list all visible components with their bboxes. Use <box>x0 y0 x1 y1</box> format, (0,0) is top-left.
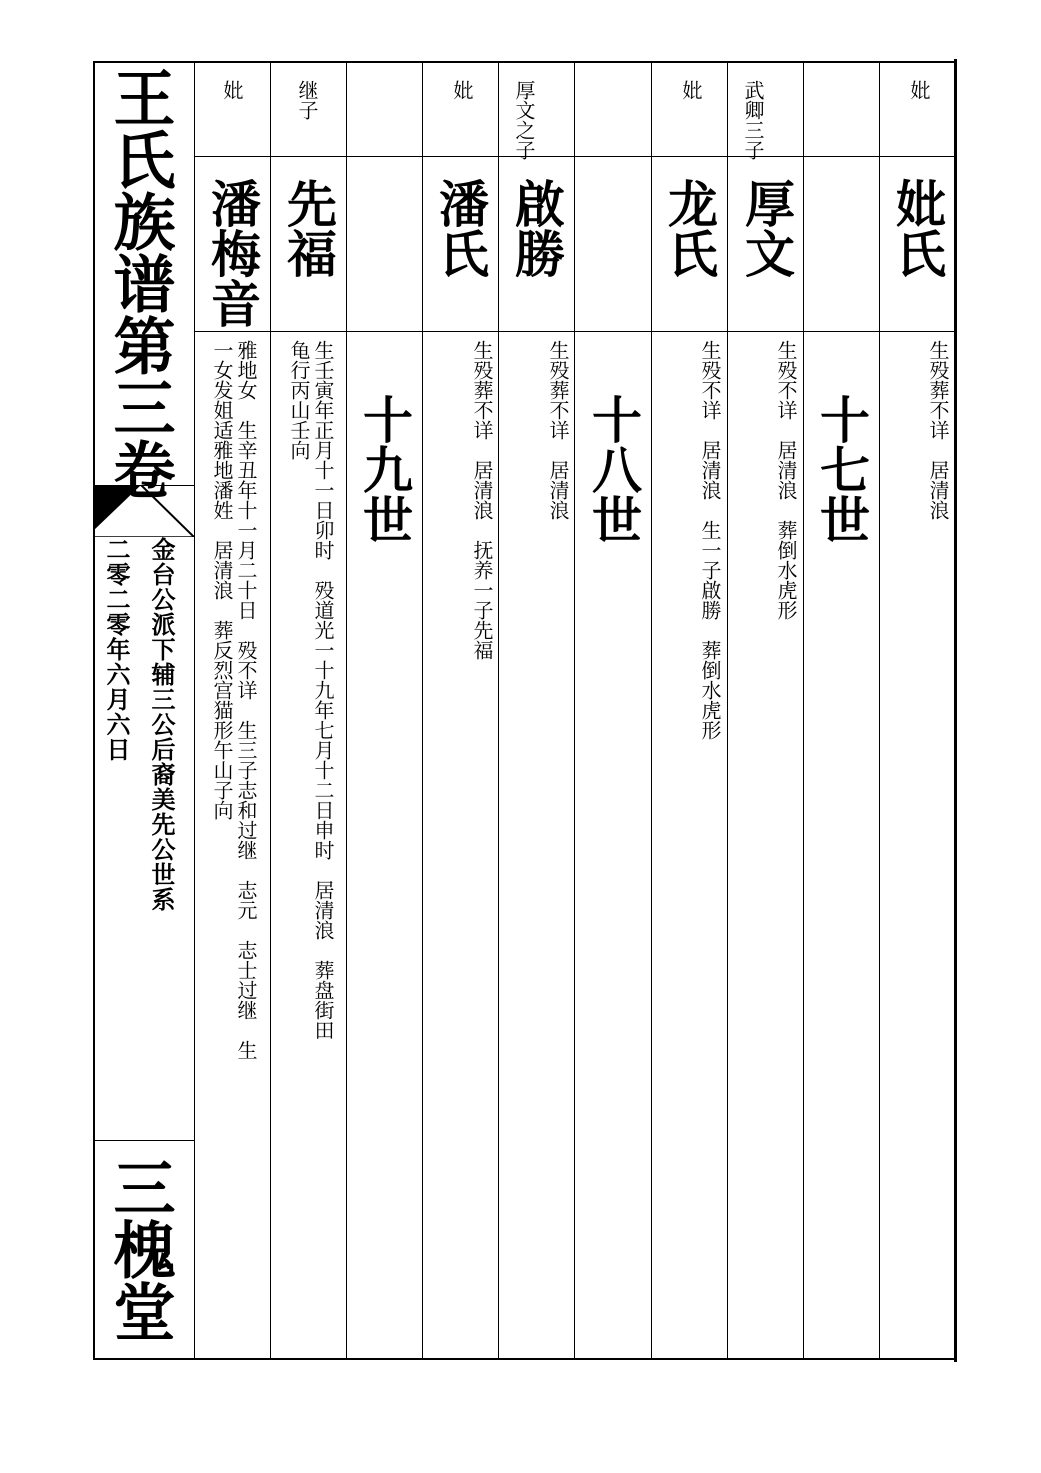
generation-label: 十九世 <box>355 394 414 544</box>
person-name: 啟勝 <box>507 178 566 278</box>
person-name: 先福 <box>279 178 338 278</box>
compile-date: 二零二零年六月六日 <box>102 537 131 762</box>
relation-label: 武卿三子 <box>741 80 765 160</box>
person-name: 潘氏 <box>431 178 490 278</box>
generation-label: 十七世 <box>812 394 871 544</box>
person-record: 生殁葬不详 居清浪 抚养一子先福 <box>470 340 494 660</box>
row-divider-relation <box>194 156 956 157</box>
person-record: 生殁不详 居清浪 生一子啟勝 葬倒水虎形 <box>698 340 722 740</box>
relation-label: 妣 <box>450 80 474 100</box>
generation-label: 十八世 <box>584 394 643 544</box>
column-divider <box>194 61 195 1360</box>
relation-label: 妣 <box>907 80 931 100</box>
column-divider <box>498 61 499 1360</box>
person-record: 生殁不详 居清浪 葬倒水虎形 <box>774 340 798 620</box>
person-record: 生殁葬不详 居清浪 <box>546 340 570 520</box>
relation-label: 厚文之子 <box>512 80 536 160</box>
sidebar-divider-bottom <box>93 1140 194 1141</box>
column-divider <box>346 61 347 1360</box>
hall-name: 三槐堂 <box>103 1156 176 1342</box>
column-divider <box>651 61 652 1360</box>
column-divider <box>574 61 575 1360</box>
person-record: 生壬寅年正月十一日卯时 殁道光一十九年七月十二日申时 居清浪 葬盘街田 龟行丙山壬向 <box>287 340 335 1040</box>
branch-line: 金台公派下辅三公后裔美先公世系 <box>147 537 176 912</box>
person-name: 妣氏 <box>888 178 947 278</box>
column-divider <box>879 61 880 1360</box>
relation-label: 妣 <box>220 80 244 100</box>
column-divider <box>270 61 271 1360</box>
person-name: 厚文 <box>737 178 796 278</box>
relation-label: 妣 <box>679 80 703 100</box>
column-divider <box>422 61 423 1360</box>
column-divider <box>803 61 804 1360</box>
person-record: 生殁葬不详 居清浪 <box>926 340 950 520</box>
person-record: 雅地女 生辛丑年十一月二十日 殁不详 生三子志和过继 志元 志士过继 生 一女发姐适雅地潘姓 居清浪 葬反烈宫猫形午山子向 <box>210 340 258 1060</box>
person-name: 龙氏 <box>660 178 719 278</box>
person-name: 潘梅音 <box>203 178 262 328</box>
frame-right-border <box>954 59 957 1362</box>
book-title: 王氏族谱第三卷 <box>103 66 176 500</box>
row-divider-name <box>194 331 956 332</box>
column-divider <box>727 61 728 1360</box>
relation-label: 继子 <box>295 80 319 120</box>
